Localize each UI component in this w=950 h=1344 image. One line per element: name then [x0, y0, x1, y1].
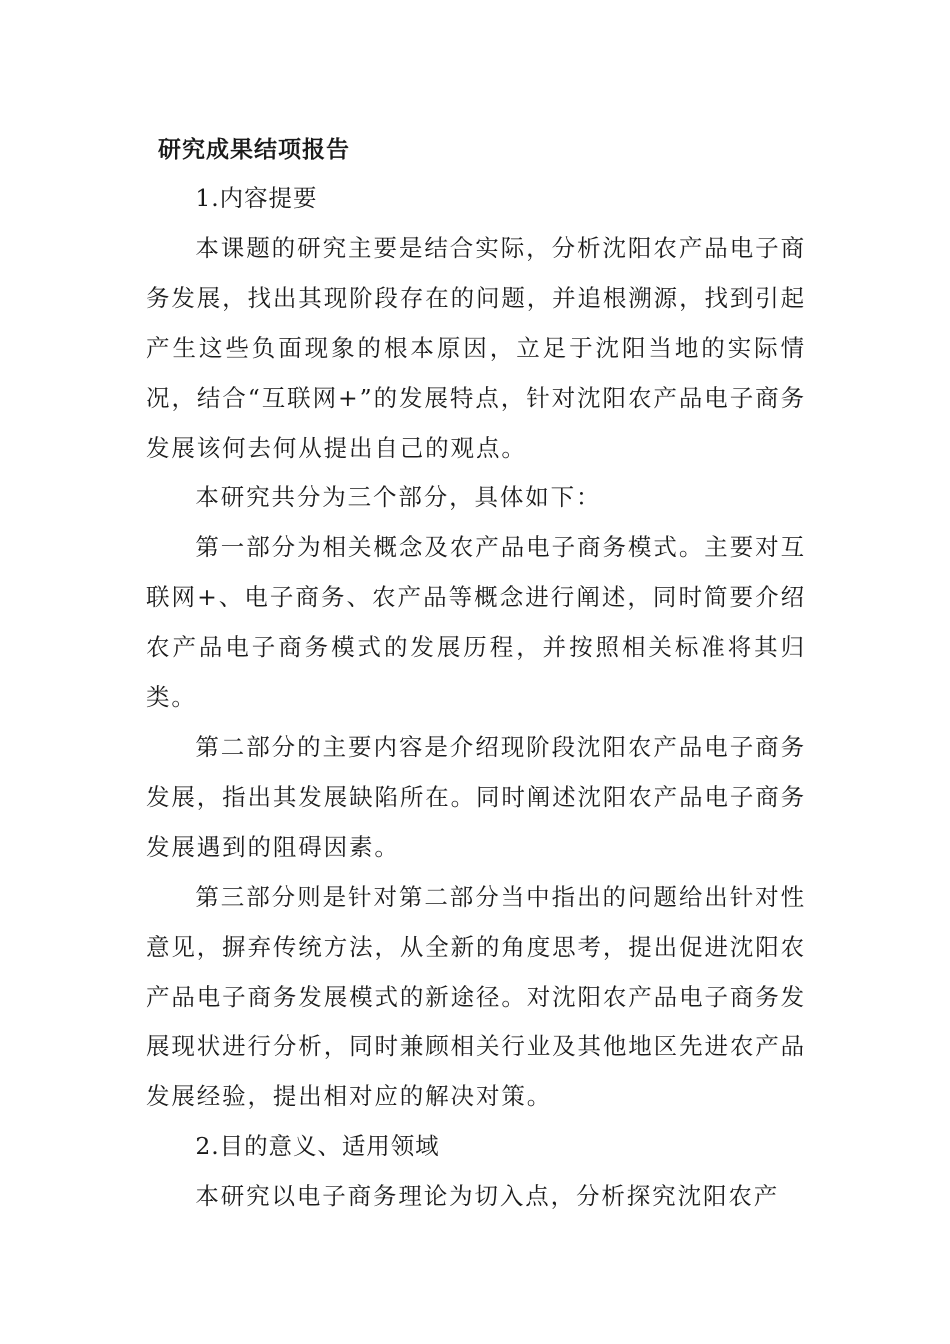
document-body — [146, 174, 806, 1222]
paragraph: 第三部分则是针对第二部分当中指出的问题给出针对性意见，摒弃传统方法，从全新的角度思考，提出促进沈阳农产品电子商务发展模式的新途径。对沈阳农产品电子商务发展现状进行分析，同时兼顾相关行业及其他地区先进农产品发展经验，提出相对应的解决对策。 — [146, 882, 806, 1111]
section-heading-purpose: 2.目的意义、适用领域 — [195, 1132, 440, 1161]
paragraph: 本课题的研究主要是结合实际，分析沈阳农产品电子商务发展，找出其现阶段存在的问题，并追根溯源，找到引起产生这些负面现象的根本原因，立足于沈阳当地的实际情况，结合“互联网+”的发展特点，针对沈阳农产品电子商务发展该何去何从提出自己的观点。 — [146, 233, 806, 462]
document-title: 研究成果结项报告 — [158, 137, 350, 163]
section-heading-summary: 1.内容提要 — [195, 184, 318, 212]
paragraph: 第一部分为相关概念及农产品电子商务模式。主要对互联网+、电子商务、农产品等概念进行阐述，同时简要介绍农产品电子商务模式的发展历程，并按照相关标准将其归类。 — [146, 533, 806, 712]
paragraph: 本研究以电子商务理论为切入点，分析探究沈阳农产 — [195, 1182, 780, 1211]
paragraph: 第二部分的主要内容是介绍现阶段沈阳农产品电子商务发展，指出其发展缺陷所在。同时阐述沈阳农产品电子商务发展遇到的阻碍因素。 — [146, 732, 806, 861]
paragraph: 本研究共分为三个部分，具体如下： — [195, 483, 602, 512]
